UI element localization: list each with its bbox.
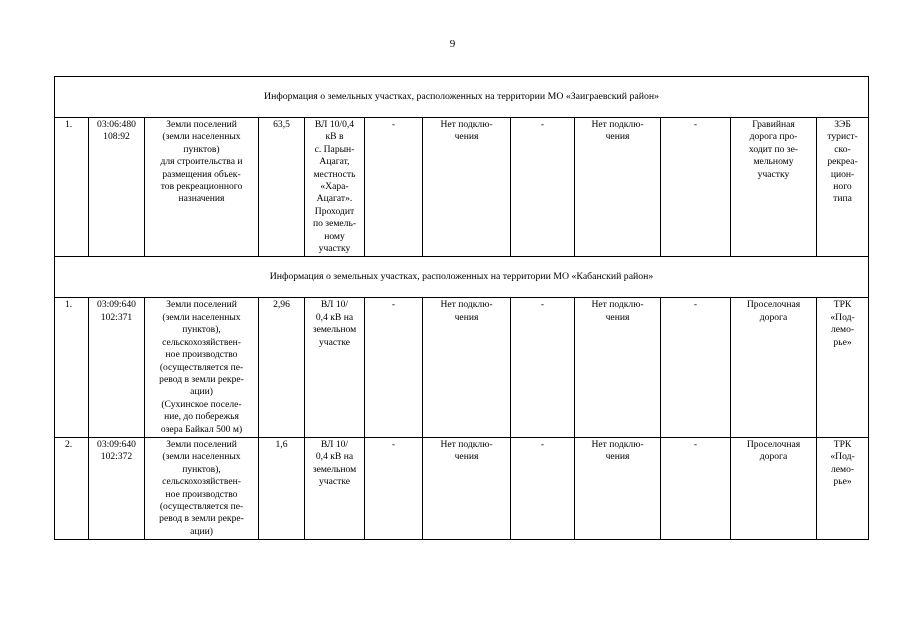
section-header-row <box>55 77 869 118</box>
cell-col6: - <box>365 298 423 437</box>
land-category: Земли поселений (земли населенных пунктов), сельскохозяйствен- ное производство (осуществляется пе- ревод в земли рекре- ации) (Сухинское поселе- ние, до побережья озера Байкал 500 м) <box>145 298 259 437</box>
road: Проселочная дорога <box>731 437 817 539</box>
electricity: ВЛ 10/0,4 кВ в с. Парын- Ацагат, местность «Хара- Ацагат». Проходит по земель- ному участку <box>305 118 365 257</box>
road: Проселочная дорога <box>731 298 817 437</box>
cell-col7: Нет подклю- чения <box>423 118 511 257</box>
cell-col8: - <box>511 437 575 539</box>
cell-col9: Нет подклю- чения <box>575 118 661 257</box>
cell-col9: Нет подклю- чения <box>575 437 661 539</box>
cadastral-number: 03:09:640 102:372 <box>89 437 145 539</box>
section-title: Информация о земельных участках, расположенных на территории МО «Заиграевский район» <box>55 77 869 118</box>
zone: ЗЭБ турист- ско- рекреа- цион- ного типа <box>817 118 869 257</box>
page-number: 9 <box>449 38 456 50</box>
table-row <box>55 437 869 539</box>
road: Гравийная дорога про- ходит по зе- мельному участку <box>731 118 817 257</box>
cell-col10: - <box>661 298 731 437</box>
cell-col10: - <box>661 118 731 257</box>
zone: ТРК «Под- лемо- рье» <box>817 298 869 437</box>
cadastral-number: 03:09:640 102:371 <box>89 298 145 437</box>
cell-col8: - <box>511 298 575 437</box>
zone: ТРК «Под- лемо- рье» <box>817 437 869 539</box>
row-number: 2. <box>55 437 89 539</box>
cell-col7: Нет подклю- чения <box>423 437 511 539</box>
table-row <box>55 118 869 257</box>
cell-col6: - <box>365 118 423 257</box>
land-category: Земли поселений (земли населенных пунктов) для строительства и размещения объек- тов рекреационного назначения <box>145 118 259 257</box>
area: 1,6 <box>259 437 305 539</box>
row-number: 1. <box>55 118 89 257</box>
cell-col9: Нет подклю- чения <box>575 298 661 437</box>
section-title: Информация о земельных участках, расположенных на территории МО «Кабанский район» <box>55 257 869 298</box>
table-row <box>55 298 869 437</box>
cell-col10: - <box>661 437 731 539</box>
land-plots-table <box>54 76 869 540</box>
section-header-row <box>55 257 869 298</box>
area: 63,5 <box>259 118 305 257</box>
electricity: ВЛ 10/ 0,4 кВ на земельном участке <box>305 437 365 539</box>
electricity: ВЛ 10/ 0,4 кВ на земельном участке <box>305 298 365 437</box>
cell-col8: - <box>511 118 575 257</box>
cadastral-number: 03:06:480 108:92 <box>89 118 145 257</box>
cell-col6: - <box>365 437 423 539</box>
land-category: Земли поселений (земли населенных пунктов), сельскохозяйствен- ное производство (осуществляется пе- ревод в земли рекре- ации) <box>145 437 259 539</box>
cell-col7: Нет подклю- чения <box>423 298 511 437</box>
row-number: 1. <box>55 298 89 437</box>
area: 2,96 <box>259 298 305 437</box>
